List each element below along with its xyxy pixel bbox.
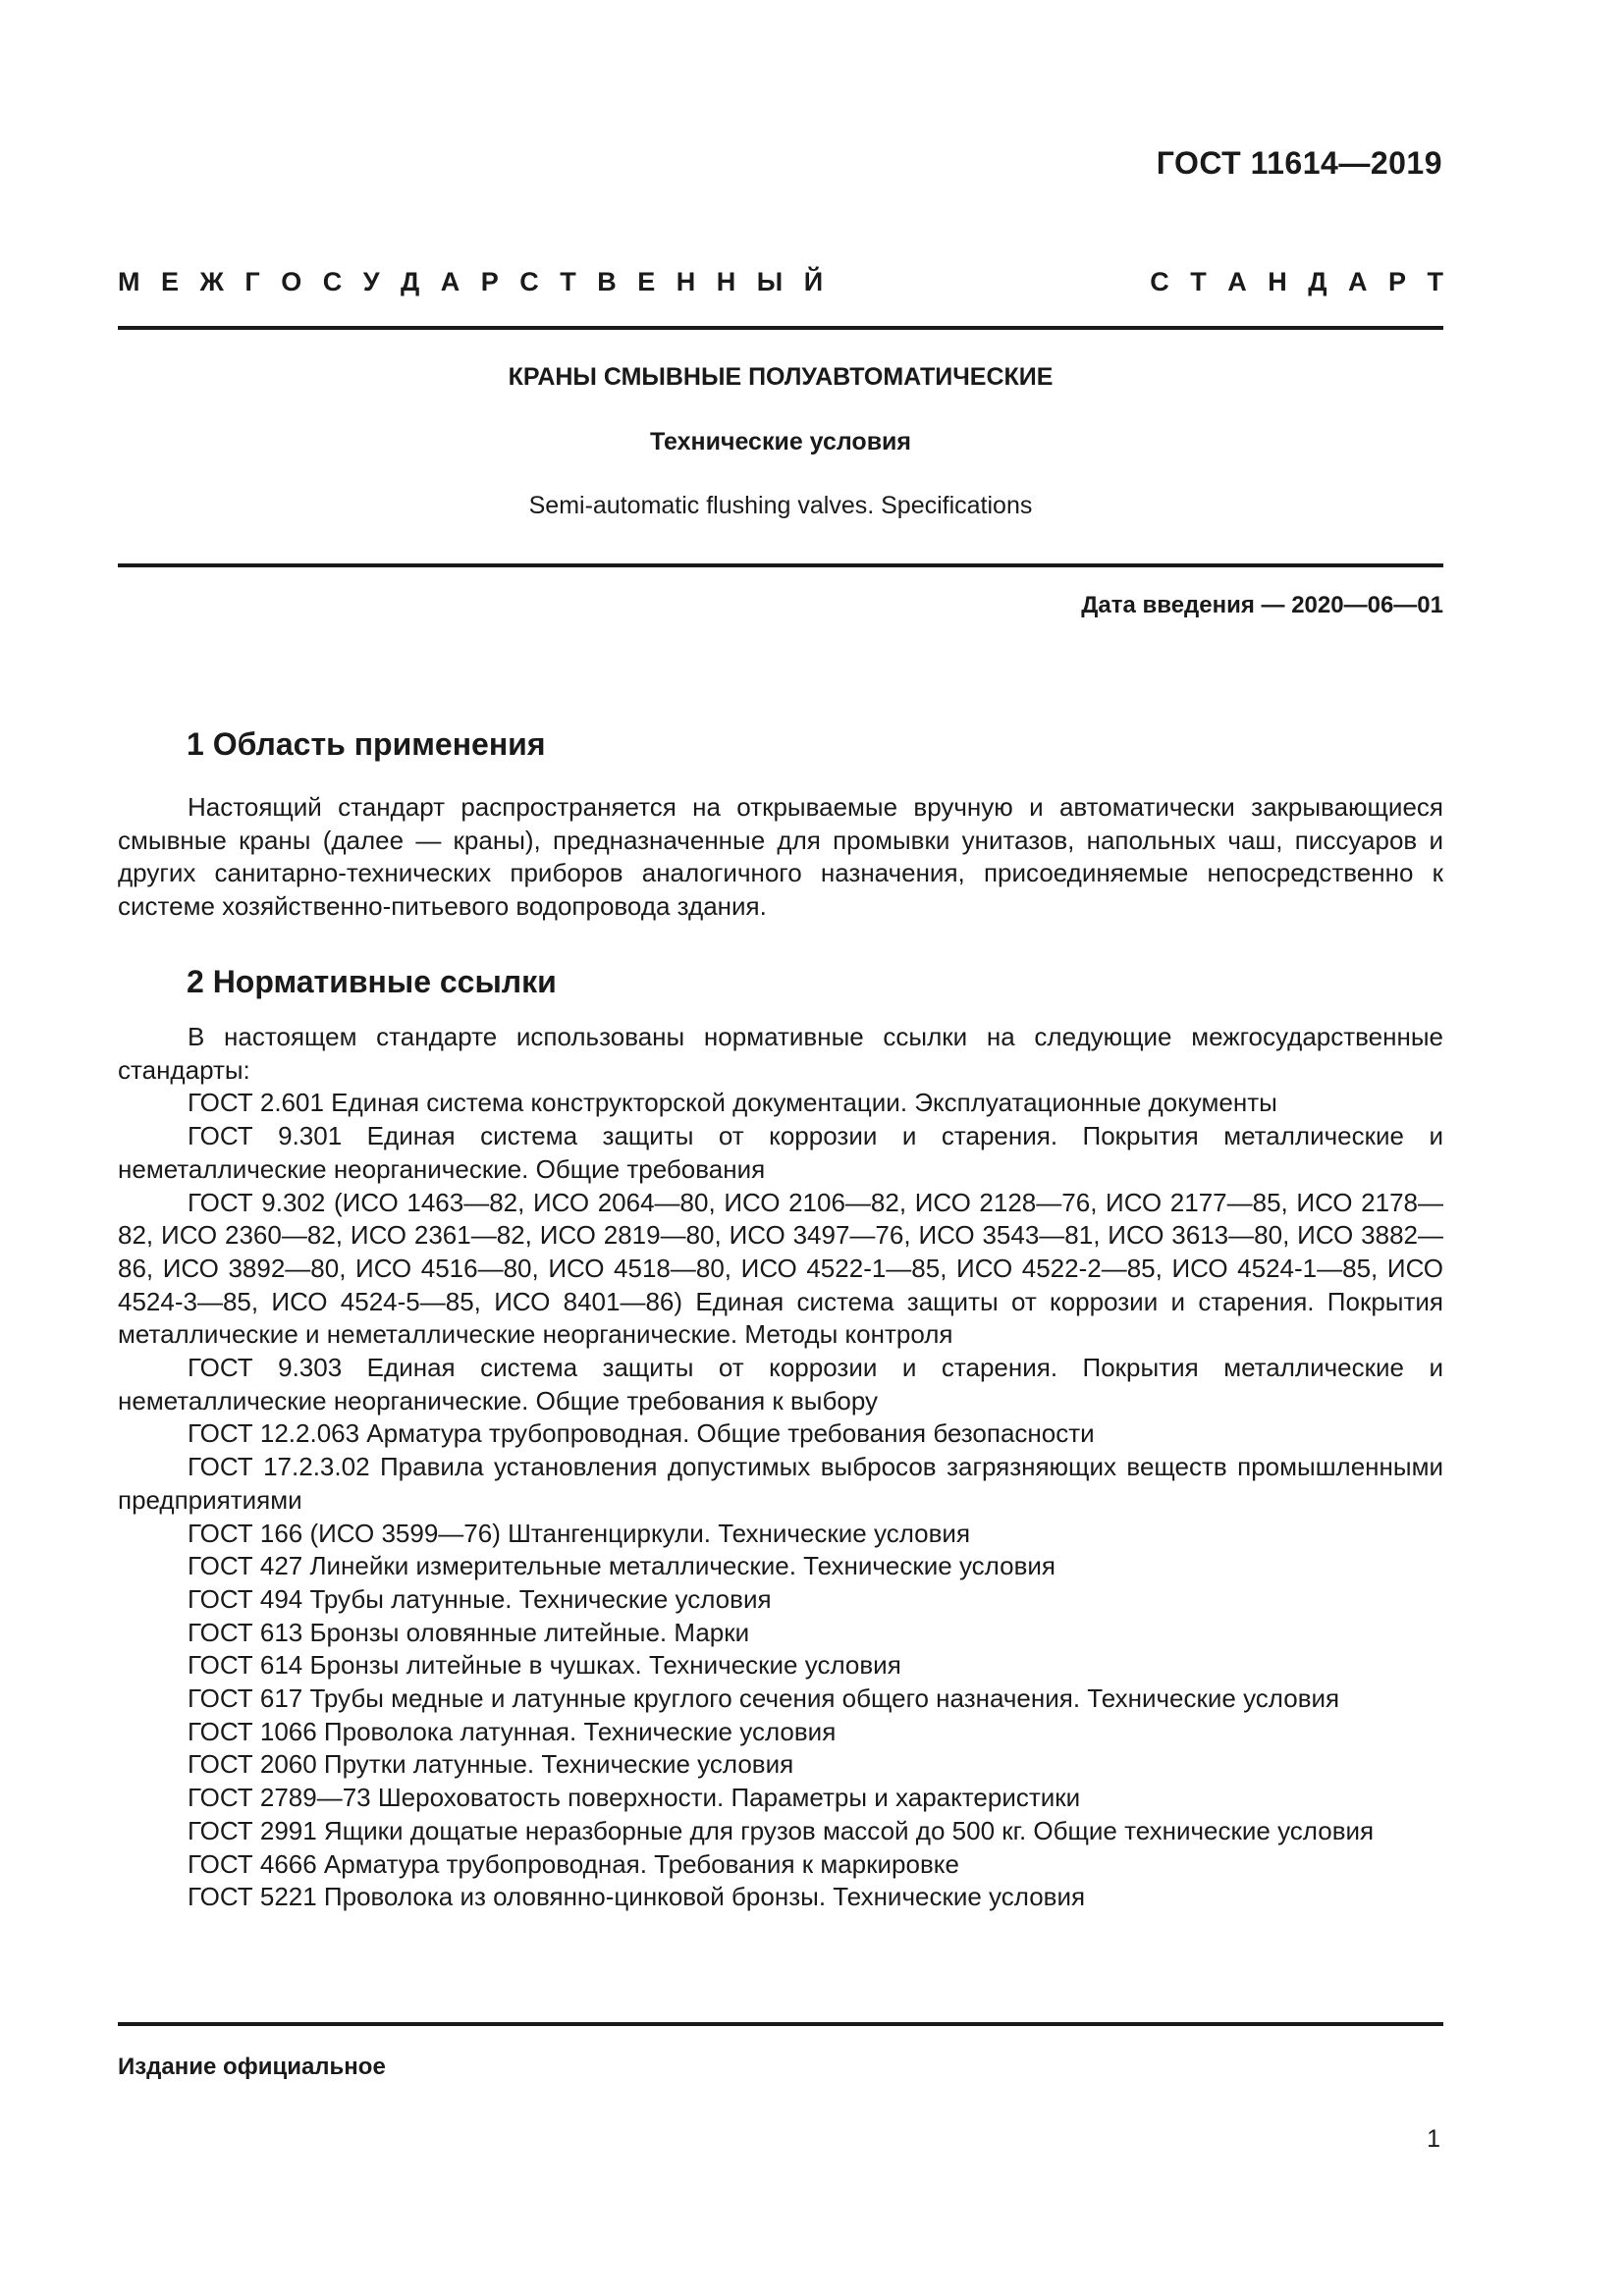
top-divider: [118, 326, 1443, 330]
reference-item: ГОСТ 17.2.3.02 Правила установления допустимых выбросов загрязняющих веществ промышленными предприятиями: [118, 1452, 1443, 1515]
section-scope-body: [118, 791, 1443, 924]
standard-type-word-standard: С Т А Н Д А Р Т: [1150, 267, 1443, 296]
section-heading-normative-references: 2 Нормативные ссылки: [187, 964, 557, 999]
section-heading-scope: 1 Область применения: [187, 726, 546, 762]
document-title-english: Semi-automatic flushing valves. Specifications: [528, 492, 1033, 519]
reference-item: ГОСТ 427 Линейки измерительные металлические. Технические условия: [188, 1551, 1056, 1581]
reference-item: ГОСТ 9.302 (ИСО 1463—82, ИСО 2064—80, ИСО 2106—82, ИСО 2128—76, ИСО 2177—85, ИСО 2178—82, ИСО 2360—82, ИСО 2361—82, ИСО 2819—80, ИСО 3497—76, ИСО 3543—81, ИСО 3613—80, ИСО 3882—86, ИСО 3892—80, ИСО 4516—80, ИСО 4518—80, ИСО 4522-1—85, ИСО 4522-2—85, ИСО 4524-1—85, ИСО 4524-3—85, ИСО 4524-5—85, ИСО 8401—86) Единая система защиты от коррозии и старения. Покрытия металлические и неметаллические неорганические. Методы контроля: [118, 1187, 1443, 1350]
standard-type-heading: [118, 267, 1443, 297]
reference-item: ГОСТ 2991 Ящики дощатые неразборные для грузов массой до 500 кг. Общие технические условия: [188, 1815, 1375, 1845]
edition-label: Издание официальное: [118, 2054, 386, 2080]
reference-item: ГОСТ 613 Бронзы оловянные литейные. Марки: [188, 1617, 750, 1647]
reference-item: ГОСТ 9.303 Единая система защиты от коррозии и старения. Покрытия металлические и неметаллические неорганические. Общие требования к выбору: [118, 1353, 1443, 1415]
reference-item: ГОСТ 12.2.063 Арматура трубопроводная. Общие требования безопасности: [188, 1418, 1095, 1449]
reference-item: ГОСТ 5221 Проволока из оловянно-цинковой бронзы. Технические условия: [188, 1882, 1086, 1912]
reference-item: ГОСТ 2.601 Единая система конструкторской документации. Эксплуатационные документы: [188, 1088, 1277, 1118]
reference-item: ГОСТ 2060 Прутки латунные. Технические условия: [188, 1749, 794, 1780]
standard-code: ГОСТ 11614—2019: [1156, 145, 1442, 181]
title-divider: [118, 563, 1443, 567]
footer-divider: [118, 2022, 1443, 2026]
reference-item: ГОСТ 494 Трубы латунные. Технические условия: [188, 1583, 772, 1614]
reference-item: ГОСТ 4666 Арматура трубопроводная. Требования к маркировке: [188, 1848, 959, 1879]
reference-item: ГОСТ 617 Трубы медные и латунные круглого сечения общего назначения. Технические условия: [188, 1683, 1340, 1714]
section-references-body: [118, 1021, 1443, 1914]
document-subtitle: Технические условия: [649, 428, 912, 455]
reference-item: ГОСТ 166 (ИСО 3599—76) Штангенциркули. Технические условия: [188, 1518, 971, 1548]
document-title: КРАНЫ СМЫВНЫЕ ПОЛУАВТОМАТИЧЕСКИЕ: [508, 363, 1054, 391]
paragraph: Настоящий стандарт распространяется на открываемые вручную и автоматически закрывающиеся смывные краны (далее — краны), предназначенные для промывки унитазов, напольных чаш, писсуаров и других санитарно-технических приборов аналогичного назначения, присоединяемые непосредственно к системе хозяйственно-питьевого водопровода здания.: [118, 792, 1443, 922]
standard-type-word-interstate: М Е Ж Г О С У Д А Р С Т В Е Н Н Ы Й: [118, 267, 824, 296]
reference-item: ГОСТ 2789—73 Шероховатость поверхности. Параметры и характеристики: [188, 1783, 1081, 1813]
reference-item: ГОСТ 1066 Проволока латунная. Технические условия: [188, 1716, 837, 1746]
reference-item: ГОСТ 614 Бронзы литейные в чушках. Технические условия: [188, 1650, 901, 1681]
page-number: 1: [1427, 2125, 1440, 2153]
reference-item: ГОСТ 9.301 Единая система защиты от коррозии и старения. Покрытия металлические и неметаллические неорганические. Общие требования: [118, 1121, 1443, 1184]
introduction-date: Дата введения — 2020—06—01: [1081, 592, 1443, 618]
paragraph: В настоящем стандарте использованы нормативные ссылки на следующие межгосударственные стандарты:: [118, 1022, 1443, 1085]
